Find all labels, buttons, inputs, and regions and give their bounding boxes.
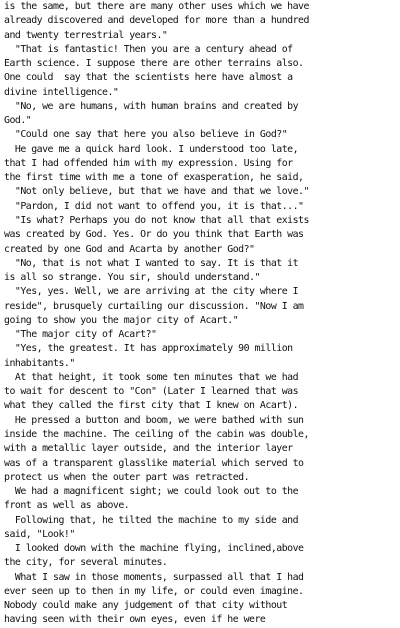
text-line: One could say that the scientists here have almost a [4, 72, 293, 84]
text-line: "Pardon, I did not want to offend you, it is that..." [4, 200, 304, 212]
text-line: "Is what? Perhaps you do not know that all that exists [4, 214, 309, 226]
text-line: "Yes, the greatest. It has approximately 90 million [4, 343, 293, 355]
text-line: He gave me a quick hard look. I understood too late, [4, 143, 299, 155]
text-line: front as well as above. [4, 500, 130, 512]
text-line: "No, that is not what I wanted to say. It is that it [4, 257, 299, 269]
text-line: I looked down with the machine flying, inclined,above [4, 543, 304, 555]
text-line: God." [4, 115, 32, 127]
text-line: Following that, he tilted the machine to my side and [4, 514, 299, 526]
text-line: the first time with me a tone of exasperation, he said, [4, 172, 304, 184]
text-block [4, 0, 398, 628]
text-line: "That is fantastic! Then you are a century ahead of [4, 43, 293, 55]
text-line: that I had offended him with my expression. Using for [4, 157, 293, 169]
text-line: inhabitants." [4, 357, 75, 369]
text-line: inside the machine. The ceiling of the cabin was double, [4, 428, 309, 440]
text-line: was created by God. Yes. Or do you think that Earth was [4, 229, 304, 241]
text-line: and twenty terrestrial years." [4, 29, 168, 41]
text-line: protect us when the outer part was retracted. [4, 471, 250, 483]
text-line: already discovered and developed for more than a hundred [4, 15, 309, 27]
text-line: At that height, it took some ten minutes that we had [4, 371, 299, 383]
text-line: is all so strange. You sir, should understand." [4, 272, 260, 284]
text-line: was of a transparent glasslike material which served to [4, 457, 304, 469]
text-line: "No, we are humans, with human brains and created by [4, 100, 299, 112]
text-line: "The major city of Acart?" [4, 329, 157, 341]
text-line: said, "Look!" [4, 528, 75, 540]
text-line: Earth science. I suppose there are other terrains also. [4, 58, 304, 70]
text-line: We had a magnificent sight; we could look out to the [4, 486, 299, 498]
text-line: with a metallic layer outside, and the interior layer [4, 443, 293, 455]
text-line: "Yes, yes. Well, we are arriving at the city where I [4, 286, 299, 298]
text-line: going to show you the major city of Acart." [4, 314, 239, 326]
text-line: the city, for several minutes. [4, 557, 168, 569]
text-line: to wait for descent to "Con" (Later I learned that was [4, 386, 299, 398]
text-line: What I saw in those moments, surpassed all that I had [4, 571, 304, 583]
text-line: is the same, but there are many other uses which we have [4, 1, 309, 12]
text-line: Nobody could make any judgement of that city without [4, 600, 288, 612]
text-line: reside", brusquely curtailing our discussion. "Now I am [4, 300, 304, 312]
text-line: "Not only believe, but that we have and that we love." [4, 186, 309, 198]
text-line: what they called the first city that I knew on Acart). [4, 400, 299, 412]
text-line: created by one God and Acarta by another God?" [4, 243, 255, 255]
text-line: "Could one say that here you also believe in God?" [4, 129, 288, 141]
text-line: He pressed a button and boom, we were bathed with sun [4, 414, 304, 426]
text-line: divine intelligence." [4, 86, 119, 98]
text-line: ever seen up to then in my life, or could even imagine. [4, 585, 304, 597]
text-line: having seen with their own eyes, even if he were [4, 614, 266, 626]
